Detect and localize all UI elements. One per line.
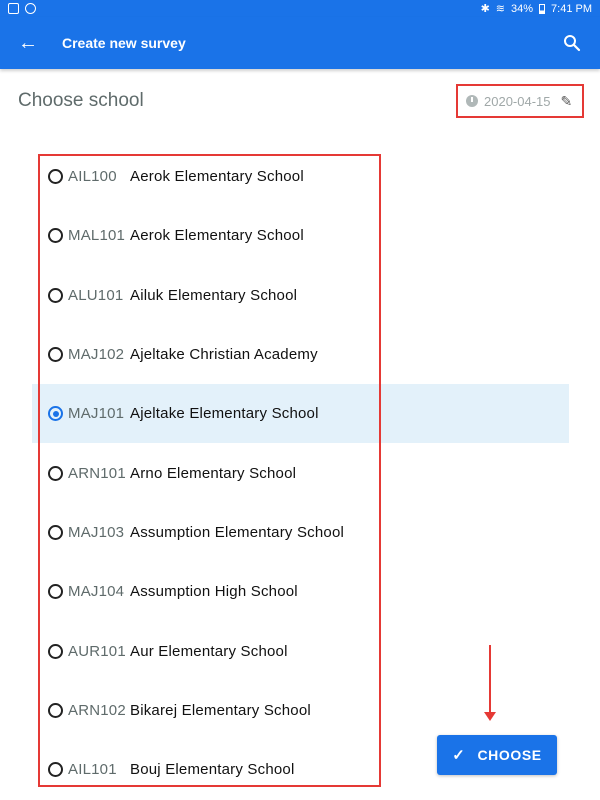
gallery-icon (8, 3, 19, 14)
clock-icon (466, 95, 478, 107)
radio-unselected-icon[interactable] (48, 169, 63, 184)
date-picker[interactable] (456, 84, 584, 118)
choose-button-label: CHOOSE (477, 747, 542, 763)
school-code: MAJ102 (68, 346, 125, 364)
school-list-item[interactable] (32, 443, 569, 502)
school-code: ARN101 (68, 464, 126, 482)
bluetooth-icon: ✱ (480, 3, 490, 15)
school-name: Aur Elementary School (130, 642, 288, 660)
clock-time: 7:41 PM (551, 2, 592, 15)
radio-unselected-icon[interactable] (48, 228, 63, 243)
school-name: Ailuk Elementary School (130, 286, 298, 304)
back-arrow-icon[interactable]: ← (18, 31, 38, 54)
school-name: Aerok Elementary School (130, 227, 304, 245)
school-code: AIL101 (68, 761, 117, 779)
school-name: Aerok Elementary School (130, 168, 304, 186)
school-list-item[interactable] (32, 562, 569, 621)
school-list-item[interactable] (32, 384, 569, 443)
school-name: Arno Elementary School (130, 464, 297, 482)
search-button[interactable] (544, 17, 600, 69)
status-bar (0, 0, 600, 17)
annotation-arrow (489, 645, 491, 715)
radio-unselected-icon[interactable] (48, 644, 63, 659)
school-name: Bouj Elementary School (130, 761, 295, 779)
school-list-item[interactable] (32, 266, 569, 325)
radio-selected-icon[interactable] (48, 406, 63, 421)
school-name: Bikarej Elementary School (130, 701, 311, 719)
battery-icon (539, 4, 545, 14)
school-name: Assumption Elementary School (130, 523, 345, 541)
school-list-item[interactable] (32, 503, 569, 562)
choose-button[interactable] (437, 735, 557, 775)
radio-unselected-icon[interactable] (48, 288, 63, 303)
check-icon: ✓ (452, 747, 466, 764)
school-list-item[interactable] (32, 206, 569, 265)
radio-unselected-icon[interactable] (48, 466, 63, 481)
page-title: Create new survey (62, 35, 186, 51)
school-code: AIL100 (68, 168, 117, 186)
radio-unselected-icon[interactable] (48, 762, 63, 777)
school-code: ALU101 (68, 286, 124, 304)
search-icon (563, 34, 581, 52)
school-code: AUR101 (68, 642, 126, 660)
school-code: MAJ104 (68, 583, 125, 601)
survey-date: 2020-04-15 (484, 93, 551, 109)
app-bar (0, 17, 600, 69)
school-list-item[interactable] (32, 147, 569, 206)
radio-unselected-icon[interactable] (48, 703, 63, 718)
school-name: Ajeltake Elementary School (130, 405, 319, 423)
school-name: Assumption High School (130, 583, 298, 601)
school-code: MAJ101 (68, 405, 125, 423)
school-code: MAJ103 (68, 523, 125, 541)
wifi-icon: ≋ (495, 3, 505, 15)
check-circle-icon (25, 3, 36, 14)
section-heading: Choose school (18, 90, 144, 111)
radio-unselected-icon[interactable] (48, 347, 63, 362)
pencil-icon[interactable]: ✎ (560, 92, 573, 109)
radio-unselected-icon[interactable] (48, 525, 63, 540)
school-code: MAL101 (68, 227, 126, 245)
school-name: Ajeltake Christian Academy (130, 346, 318, 364)
battery-percent: 34% (511, 2, 534, 15)
school-list-item[interactable] (32, 325, 569, 384)
school-code: ARN102 (68, 701, 126, 719)
radio-unselected-icon[interactable] (48, 584, 63, 599)
